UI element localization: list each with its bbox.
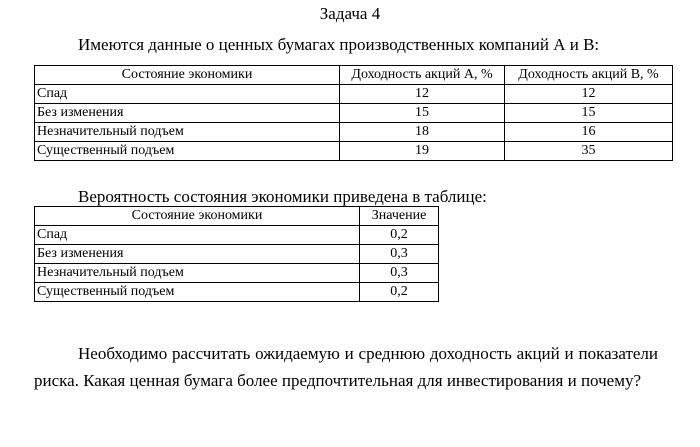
task-title: Задача 4 [319,4,381,23]
cell-return-a: 12 [340,85,505,104]
cell-value: 0,3 [360,245,439,264]
table-row [35,123,673,142]
cell-return-b: 35 [505,142,673,161]
cell-return-b: 16 [505,123,673,142]
table-row [35,245,439,264]
cell-state: Без изменения [35,245,360,264]
intro-text: Имеются данные о ценных бумагах производственных компаний А и В: [78,35,600,54]
cell-return-b: 12 [505,85,673,104]
cell-state: Существенный подъем [35,142,340,161]
cell-return-a: 18 [340,123,505,142]
table-row [35,264,439,283]
cell-state: Спад [35,85,340,104]
cell-return-a: 19 [340,142,505,161]
probability-table [34,206,439,302]
returns-table [34,65,673,161]
cell-value: 0,2 [360,283,439,302]
cell-value: 0,3 [360,264,439,283]
cell-state: Спад [35,226,360,245]
header-return-b: Доходность акций В, % [505,66,673,85]
header-state: Состояние экономики [35,66,340,85]
table-row [35,142,673,161]
probability-intro: Вероятность состояния экономики приведена в таблице: [78,187,487,206]
header-value: Значение [360,207,439,226]
header-return-a: Доходность акций А, % [340,66,505,85]
question-paragraph: Необходимо рассчитать ожидаемую и среднюю доходность акций и показатели риска. Какая ценная бумага более предпочтительная для инвестирования и почему? [34,344,658,390]
table-row [35,85,673,104]
table-row [35,226,439,245]
cell-value: 0,2 [360,226,439,245]
cell-state: Существенный подъем [35,283,360,302]
cell-return-b: 15 [505,104,673,123]
table-row [35,104,673,123]
cell-state: Незначительный подъем [35,264,360,283]
table-row [35,283,439,302]
table-header-row [35,207,439,226]
table-header-row [35,66,673,85]
cell-state: Без изменения [35,104,340,123]
cell-state: Незначительный подъем [35,123,340,142]
header-state: Состояние экономики [35,207,360,226]
cell-return-a: 15 [340,104,505,123]
